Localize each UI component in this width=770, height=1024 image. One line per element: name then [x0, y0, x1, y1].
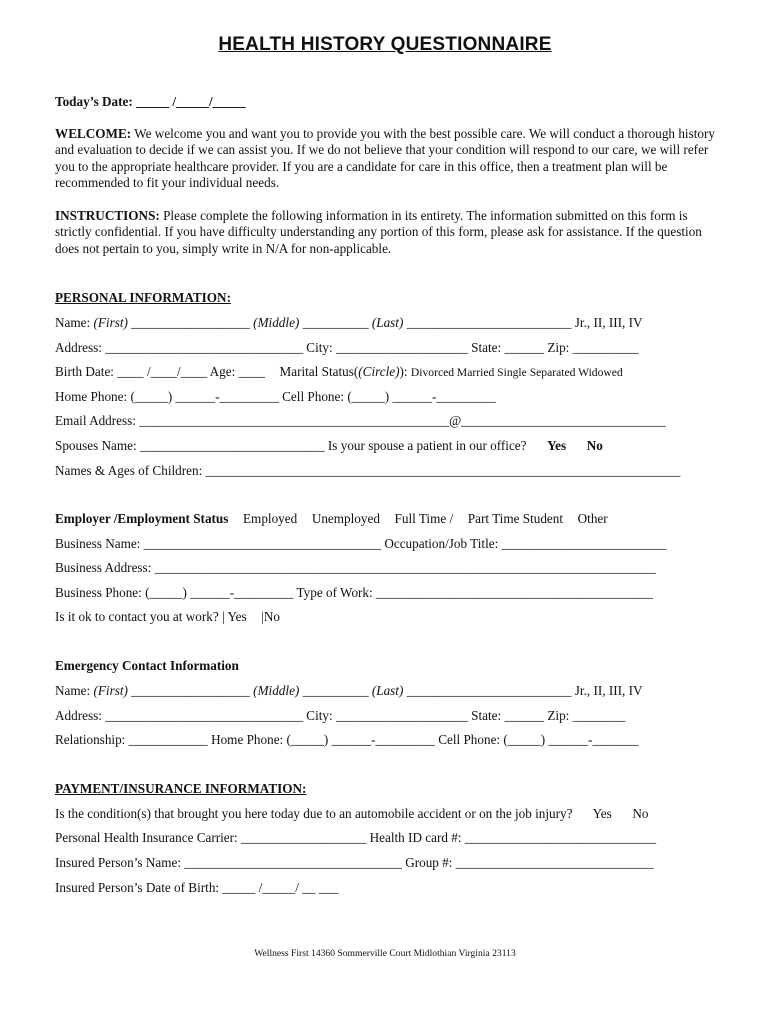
cell-phone-label: Cell Phone: — [282, 389, 345, 404]
emergency-home-phone-label: Home Phone: — [211, 732, 284, 747]
emergency-first-name-field[interactable]: __________________ — [131, 683, 250, 698]
insured-dob-row — [55, 880, 725, 896]
emergency-first-label: (First) — [93, 683, 128, 698]
accident-row — [55, 806, 725, 822]
occupation-label: Occupation/Job Title: — [384, 536, 499, 551]
email-row — [55, 413, 725, 429]
instructions-text: Please complete the following information in its entirety. The information submitted on this form is strictly confidential. If you have difficulty understanding any portion of this form, please ask for assistance. If the question does not pertain to you, simply write in N/A for non-applicable. — [55, 208, 702, 256]
todays-date-field[interactable]: _____ /_____/_____ — [136, 94, 246, 109]
emergency-name-label: Name: — [55, 683, 91, 698]
insured-dob-label: Insured Person’s Date of Birth: — [55, 880, 220, 895]
middle-name-field[interactable]: __________ — [302, 315, 369, 330]
spouse-yes-option[interactable]: Yes — [547, 438, 567, 453]
occupation-field[interactable]: _________________________ — [501, 536, 667, 551]
emergency-last-label: (Last) — [371, 683, 404, 698]
business-address-label: Business Address: — [55, 560, 152, 575]
spouse-no-option[interactable]: No — [586, 438, 603, 453]
emergency-heading: Emergency Contact Information — [55, 658, 239, 673]
marital-status-label: Marital Status — [279, 364, 354, 379]
age-label: Age: — [209, 364, 236, 379]
age-field[interactable]: ____ — [238, 364, 265, 379]
insured-name-row — [55, 855, 725, 871]
contact-work-yes-checkbox[interactable]: | — [222, 609, 225, 624]
spouse-name-field[interactable]: ____________________________ — [139, 438, 325, 453]
employment-option-employed[interactable]: Employed — [243, 511, 298, 526]
birth-date-label: Birth Date: — [55, 364, 114, 379]
group-number-field[interactable]: ______________________________ — [455, 855, 654, 870]
emergency-suffix-options[interactable]: Jr., II, III, IV — [574, 683, 643, 698]
insured-name-field[interactable]: _________________________________ — [184, 855, 402, 870]
instructions-paragraph — [55, 208, 719, 257]
type-of-work-field[interactable]: __________________________________________ — [376, 585, 653, 600]
children-label: Names & Ages of Children: — [55, 463, 203, 478]
children-row — [55, 463, 725, 479]
accident-question: Is the condition(s) that brought you here today due to an automobile accident or on the job injury? — [55, 806, 573, 821]
circle-hint: (Circle) — [358, 364, 400, 379]
health-id-label: Health ID card #: — [369, 830, 462, 845]
emergency-address-field[interactable]: ______________________________ — [105, 708, 303, 723]
emergency-home-phone-field[interactable]: (_____) ______-_________ — [286, 732, 435, 747]
insured-name-label: Insured Person’s Name: — [55, 855, 181, 870]
employment-option-full-time[interactable]: Full Time / — [394, 511, 454, 526]
employment-heading: Employer /Employment Status — [55, 511, 229, 526]
emergency-state-label: State: — [471, 708, 502, 723]
emergency-state-field[interactable]: ______ — [504, 708, 545, 723]
emergency-middle-name-field[interactable]: __________ — [302, 683, 369, 698]
business-phone-row — [55, 585, 725, 601]
city-label: City: — [306, 340, 333, 355]
marital-status-options[interactable]: Divorced Married Single Separated Widowed — [410, 366, 623, 379]
business-phone-field[interactable]: (_____) ______-_________ — [145, 585, 294, 600]
personal-name-row — [55, 315, 725, 331]
insurance-carrier-label: Personal Health Insurance Carrier: — [55, 830, 238, 845]
city-field[interactable]: ____________________ — [335, 340, 468, 355]
business-phone-label: Business Phone: — [55, 585, 142, 600]
relationship-label: Relationship: — [55, 732, 126, 747]
employment-option-part-time-student[interactable]: Part Time Student — [467, 511, 564, 526]
instructions-label: INSTRUCTIONS: — [55, 208, 160, 223]
children-field[interactable]: ________________________________________________________________________ — [205, 463, 681, 478]
address-label: Address: — [55, 340, 102, 355]
welcome-label: WELCOME: — [55, 126, 132, 141]
first-label: (First) — [93, 315, 128, 330]
accident-no-option[interactable]: No — [632, 806, 649, 821]
emergency-zip-label: Zip: — [547, 708, 570, 723]
email-field[interactable]: _______________________________________________@_______________________________ — [139, 413, 666, 428]
cell-phone-field[interactable]: (_____) ______-_________ — [347, 389, 496, 404]
insurance-carrier-field[interactable]: ___________________ — [241, 830, 367, 845]
last-name-field[interactable]: _________________________ — [406, 315, 572, 330]
address-field[interactable]: ______________________________ — [105, 340, 303, 355]
personal-address-row — [55, 340, 725, 356]
welcome-paragraph — [55, 126, 719, 192]
first-name-field[interactable]: __________________ — [131, 315, 250, 330]
emergency-city-label: City: — [306, 708, 333, 723]
home-phone-field[interactable]: (_____) ______-_________ — [130, 389, 279, 404]
employment-option-unemployed[interactable]: Unemployed — [311, 511, 380, 526]
emergency-zip-field[interactable]: ________ — [572, 708, 626, 723]
business-name-row — [55, 536, 725, 552]
carrier-row — [55, 830, 725, 846]
health-id-field[interactable]: _____________________________ — [464, 830, 657, 845]
type-of-work-label: Type of Work: — [296, 585, 373, 600]
spouse-row — [55, 438, 725, 454]
group-number-label: Group #: — [405, 855, 453, 870]
contact-work-no-checkbox[interactable]: | — [261, 609, 264, 624]
name-label: Name: — [55, 315, 91, 330]
home-phone-label: Home Phone: — [55, 389, 128, 404]
business-address-row — [55, 560, 725, 576]
emergency-middle-label: (Middle) — [253, 683, 300, 698]
welcome-text: We welcome you and want you to provide you with the best possible care. We will conduct a thorough history and evaluation to decide if we can assist you. If we do not believe that your condition will respond to our care, we will refer you to the appropriate healthcare provider. If you are a candidate for care in this office, then a treatment plan will be recommended to fit your individual needs. — [55, 126, 715, 191]
email-label: Email Address: — [55, 413, 136, 428]
personal-heading: PERSONAL INFORMATION: — [55, 290, 231, 305]
emergency-address-label: Address: — [55, 708, 102, 723]
accident-yes-option[interactable]: Yes — [592, 806, 612, 821]
emergency-cell-phone-label: Cell Phone: — [438, 732, 501, 747]
todays-date-row — [55, 94, 725, 110]
spouse-patient-question: Is your spouse a patient in our office? — [327, 438, 527, 453]
last-label: (Last) — [371, 315, 404, 330]
birth-date-field[interactable]: ____ /____/____ — [117, 364, 208, 379]
suffix-options[interactable]: Jr., II, III, IV — [574, 315, 643, 330]
todays-date-label: Today’s Date: — [55, 94, 133, 109]
business-name-field[interactable]: ____________________________________ — [143, 536, 382, 551]
middle-label: (Middle) — [253, 315, 300, 330]
emergency-name-row — [55, 683, 725, 699]
employment-option-other[interactable]: Other — [577, 511, 608, 526]
business-name-label: Business Name: — [55, 536, 141, 551]
payment-heading: PAYMENT/INSURANCE INFORMATION: — [55, 781, 307, 796]
zip-field[interactable]: __________ — [572, 340, 639, 355]
employment-status-row — [55, 511, 725, 527]
state-field[interactable]: ______ — [504, 340, 545, 355]
phone-row — [55, 389, 725, 405]
insured-dob-field[interactable]: _____ /_____/ __ ___ — [222, 880, 339, 895]
spouse-name-label: Spouses Name: — [55, 438, 137, 453]
emergency-address-row — [55, 708, 725, 724]
emergency-last-name-field[interactable]: _________________________ — [406, 683, 572, 698]
contact-work-no-option[interactable]: No — [263, 609, 281, 624]
contact-work-yes-option[interactable]: Yes — [227, 609, 247, 624]
emergency-city-field[interactable]: ____________________ — [335, 708, 468, 723]
zip-label: Zip: — [547, 340, 570, 355]
relationship-row — [55, 732, 725, 748]
page-title: HEALTH HISTORY QUESTIONNAIRE — [218, 34, 552, 55]
footer-address: Wellness First 14360 Sommerville Court Midlothian Virginia 23113 — [254, 948, 516, 959]
state-label: State: — [471, 340, 502, 355]
relationship-field[interactable]: ____________ — [128, 732, 208, 747]
contact-work-question: Is it ok to contact you at work? — [55, 609, 219, 624]
birth-row: Birth Date: ____ /____/____ Age: ____ Marital Status((Circle)): Divorced Married Single Separated Widowed — [55, 364, 623, 379]
business-address-field[interactable]: ____________________________________________________________________________ — [154, 560, 656, 575]
contact-work-row — [55, 609, 725, 625]
emergency-cell-phone-field[interactable]: (_____) ______-_______ — [503, 732, 639, 747]
